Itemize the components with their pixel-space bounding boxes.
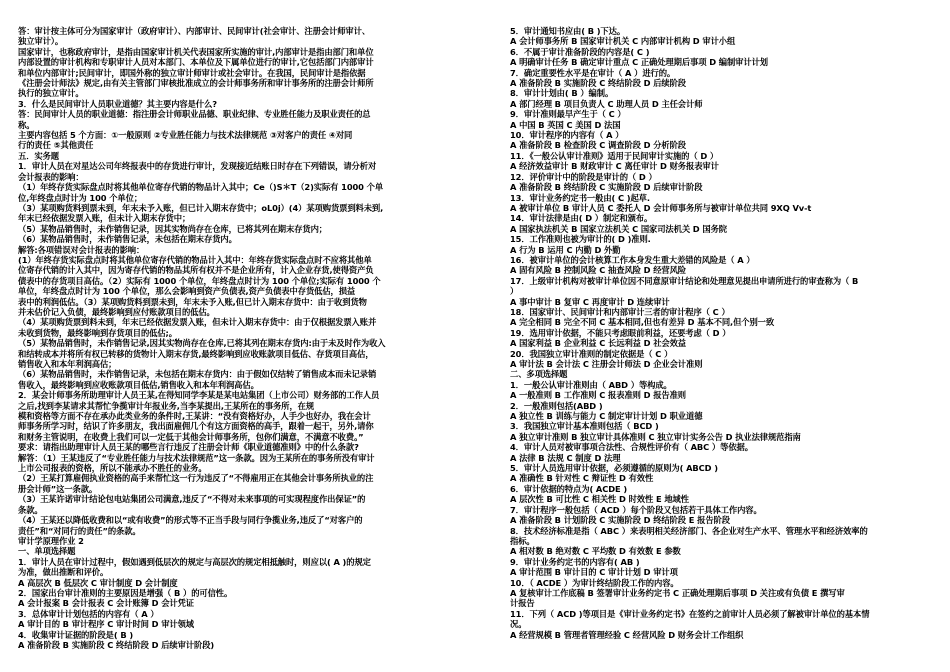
left-text-line: （4）某项购货票到料未到，年末已经依据发票入账，但未计入期末存货中：由于仅根据发票入账并 bbox=[18, 317, 377, 328]
right-text-line: 4．审计人员对被审事项合法性、合规性评价有（ ABC ）等依据。 bbox=[510, 442, 753, 453]
right-text-line: A 被审计单位 B 审计人员 C 委托人 D 会计师事务所与被审计单位共同 9XQ Vv-t bbox=[510, 202, 812, 213]
right-text-line: 15．工作准则也被为审计的( D )准则. bbox=[510, 234, 651, 245]
left-text-line: 2．某会计师事务所助理审计人员王某,在得知同学李某是某电站集团（上市公司）财务部的工作人员 bbox=[18, 390, 380, 401]
right-text-column bbox=[510, 26, 938, 640]
left-text-line: 审计学原理作业 2 bbox=[18, 535, 84, 546]
left-text-line: 模和资格等方面不存在承办此类业务的条件时,王某讲：“没有资格好办，人手少也好办，我在会计 bbox=[18, 411, 371, 422]
right-text-line: 6．不属于审计准备阶段的内容是( C ) bbox=[510, 46, 650, 57]
left-text-line: 之后,找到李某请求其帮忙争揽审计年报业务,当李某提出,王某所在的事务所，在规 bbox=[18, 400, 315, 411]
left-text-line: 独立审计）。 bbox=[18, 36, 64, 47]
left-text-line: 销售收入和本年利润高估； bbox=[18, 359, 117, 369]
left-text-line: （1）年终存货实际盘点时将其他单位寄存代销的物品计入其中；Ce（)S＊T（2)实际有 1000 个单 bbox=[18, 182, 384, 193]
left-text-line: 要求：请指出助理审计人员王某的哪些言行违反了注册会计师《职业道德准则》中的什么条款? bbox=[18, 442, 359, 453]
left-text-line: 答：审计按主体可分为国家审计（政府审计）、内部审计、民间审计(社会审计、注册会计师审计、 bbox=[18, 26, 371, 36]
right-text-line: 3．我国独立审计基本准则包括（ BCD ) bbox=[510, 421, 659, 432]
left-text-line: 单位，年终盘点时计为 100 个单位，那么会影响到资产负债表,资产负债表中存货低估，损益 bbox=[18, 286, 356, 297]
right-text-line: 况。 bbox=[510, 619, 527, 630]
left-text-line: 和结转成本并将所有权已转移的货物计入期末存货,最终影响到应收账款项目低估、存货项目高估， bbox=[18, 348, 374, 359]
right-text-line: A 部门经理 B 项目负责人 C 助理人员 D 主任会计师 bbox=[510, 98, 703, 109]
left-text-line: 并未估价记入负债，最终影响到应付账款项目的低估。 bbox=[18, 306, 215, 317]
left-text-line: 1．审计人员在对星达公司年终报表中的存货进行审计，发现接近结账日时存在下列错误，请分析对 bbox=[18, 161, 377, 172]
right-text-line: 5．审计通知书应由( B )下达。 bbox=[510, 26, 626, 36]
right-text-line: A 经济效益审计 B 财政审计 C 离任审计 D 财务报表审计 bbox=[510, 161, 719, 172]
left-text-column bbox=[18, 26, 470, 650]
left-text-line: 师事务所学习时，结识了许多朋友，我出面雇佣几个有这方面资格的高手，跟着一起干，另外,请你 bbox=[18, 421, 374, 432]
left-text-line: 未收到货物，最终影响到存货项目的低估;。 bbox=[18, 327, 177, 338]
right-text-line: A 复核审计工作底稿 B 签署审计业务约定书 C 正确处理期后事项 D 关注或有负债 E 撰写审 bbox=[510, 587, 845, 598]
right-text-line: 10．（ ACDE ）为审计终结阶段工作的内容。 bbox=[510, 577, 679, 588]
right-text-line: A 法律 B 法规 C 制度 D 法理 bbox=[510, 452, 621, 463]
right-text-line: A 准备阶段 B 实施阶段 C 终结阶段 D 后续阶段 bbox=[510, 78, 686, 89]
right-text-line: 6．审计依据的特点为( ACDE ) bbox=[510, 483, 628, 494]
right-text-line: 17．上级审计机构对被审计单位因不同意原审计结论和处理意见提出申请所进行的审查称为（ B bbox=[510, 275, 859, 286]
right-text-line: A 准备阶段 B 检查阶段 C 调查阶段 D 分析阶段 bbox=[510, 140, 686, 151]
left-text-line: 内部设置的审计机构和专职审计人员对本部门、本单位及下属单位进行的审计,它包括部门内部审计 bbox=[18, 57, 374, 68]
right-text-line: ） bbox=[510, 286, 519, 297]
left-text-line: （6）某物品销售时，未作销售记录，未包括在期末存货内。 bbox=[18, 234, 237, 245]
right-text-line: A 准备阶段 B 计划阶段 C 实施阶段 D 终结阶段 E 报告阶段 bbox=[510, 515, 730, 526]
left-text-line: 1．审计人员在审计过程中，假如遇到低层次的规定与高层次的规定相抵触时，则应以( A )的规定 bbox=[18, 556, 371, 567]
right-text-line: 7．审计程序一般包括（ ACD ）每个阶段又包括若干具体工作内容。 bbox=[510, 504, 762, 515]
left-text-line: 3．什么是民间审计人员职业道德？其主要内容是什么? bbox=[18, 98, 217, 109]
left-text-line: 位,年终盘点时计为 100 个单位； bbox=[18, 192, 143, 203]
left-text-line: A 高层次 B 低层次 C 审计制度 D 会计制度 bbox=[18, 577, 178, 588]
right-text-line: 2．一般准则包括(ABD ) bbox=[510, 400, 603, 411]
right-text-line: 18．国家审计、民间审计和内部审计三者的审计程序（ C ） bbox=[510, 306, 730, 317]
right-text-line: A 准备阶段 B 终结阶段 C 实施阶段 D 后续审计阶段 bbox=[510, 182, 703, 193]
right-text-line: 11．下列（ ACD )等项目是《审计业务约定书》在签约之前审计人员必须了解被审计单位的基本情 bbox=[510, 608, 870, 619]
left-text-line: 条款。 bbox=[18, 504, 43, 515]
left-text-line: 位寄存代销的计入其中，因为寄存代销的物品其所有权并不是企业所有，计入企业存货,使得资产负 bbox=[18, 265, 374, 276]
right-text-line: 11．《一般公认审计准则》适用于民间审计实施的（ D ） bbox=[510, 150, 719, 161]
left-text-line: 主要内容包括 5 个方面：①一般原则 ②专业胜任能力与技术法律规范 ③对客户的责任 ④对同 bbox=[18, 130, 353, 141]
left-text-line: （6）某物品销售时，未作销售记录，未包括在期末存货内：由于假如仅结转了销售成本而未记录销 bbox=[18, 369, 377, 380]
left-text-line: 册会计师”这一条款。 bbox=[18, 483, 98, 494]
left-text-line: （5）某物品销售时，未作销售记录，因其实物尚存在仓库，已将其列在期末存货内； bbox=[18, 223, 327, 234]
right-text-line: A 完全相同 B 完全不同 C 基本相同,但也有差异 D 基本不同,但个别一致 bbox=[510, 317, 775, 328]
right-text-line: A 独立审计准则 B 独立审计具体准则 C 独立审计实务公告 D 执业法律规范指南 bbox=[510, 431, 801, 442]
left-text-line: 债表中的存货项目高估。（2）实际有 1000 个单位，年终盘点时计为 100 个单位;实际有 1000 个 bbox=[18, 275, 381, 286]
right-text-line: 13．审计业务约定书一般由( C )起草. bbox=[510, 192, 650, 203]
left-text-line: A 审计目的 B 审计程序 C 审计时间 D 审计领域 bbox=[18, 619, 194, 630]
right-text-line: A 一般准则 B 工作准则 C 报表准则 D 报告准则 bbox=[510, 390, 686, 401]
right-text-line: A 国家执法机关 B 国家立法机关 C 国家司法机关 D 国务院 bbox=[510, 223, 727, 234]
left-text-line: 售收入，最终影响到应收账款项目低估,销售收入和本年利润高估。 bbox=[18, 379, 259, 390]
left-text-line: （5）某物品销售时，未作销售记录,因其实物尚存在仓库,已将其列在期末存货内:由于未及时作为收入 bbox=[18, 338, 386, 349]
right-text-line: A 层次性 B 可比性 C 相关性 D 时效性 E 地域性 bbox=[510, 494, 689, 505]
left-text-line: 上市公司报表的资格，所以不能承办不胜任的业务。 bbox=[18, 463, 207, 474]
left-text-line: 一、单项选择题 bbox=[18, 546, 76, 557]
left-text-line: (1）年终存货实际盘点时将其他单位寄存代销的物品计入其中：年终存货实际盘点时不应将其他单 bbox=[18, 254, 372, 265]
left-text-line: 会计报表的影响： bbox=[18, 171, 84, 182]
left-text-line: 称。 bbox=[18, 119, 35, 130]
left-text-line: 解答:各项错误对会计报表的影响： bbox=[18, 244, 145, 255]
right-text-line: A 事中审计 B 复审 C 再度审计 D 连续审计 bbox=[510, 296, 670, 307]
right-text-line: 8．审计计划由( B ）编制。 bbox=[510, 88, 614, 99]
left-text-line: （4）王某还以降低收费和以“或有收费”的形式等不正当手段与同行争揽业务,违反了“对客户的 bbox=[18, 515, 363, 526]
right-text-line: 20．我国独立审计准则的制定依据是（ C ） bbox=[510, 348, 673, 359]
left-text-line: 为准，做出推断和评价。 bbox=[18, 567, 109, 578]
right-text-line: A 固有风险 B 控制风险 C 抽查风险 D 经营风险 bbox=[510, 265, 686, 276]
left-text-line: 和财务主管说明，在收费上我们可以一定低于其他会计师事务所，包你们满意，不满意不收费。” bbox=[18, 431, 364, 442]
right-text-line: 12．评价审计中的阶段是审计的（ D ） bbox=[510, 171, 657, 182]
left-text-line: A 会计报案 B 会计报表 C 会计账簿 D 会计凭证 bbox=[18, 598, 194, 609]
right-text-line: 9．审计业务约定书的内容有( AB ) bbox=[510, 556, 640, 567]
right-text-line: A 明确审计任务 B 确定审计重点 C 正确处理期后事项 D 编制审计计划 bbox=[510, 57, 768, 68]
left-text-line: 解答：（1）王某违反了“专业胜任能力与技术法律规范”这一条款。因为王某所在的事务所没有审计 bbox=[18, 452, 375, 463]
left-text-line: 五．实务题 bbox=[18, 150, 59, 161]
right-text-line: 16．被审计单位的会计核算工作本身发生重大差错的风险是（ A ） bbox=[510, 254, 755, 265]
left-text-line: 3．总体审计计划包括的内容有（ A ） bbox=[18, 608, 159, 619]
left-text-line: 2．国家出台审计准则的主要原因是增强（ B ）的可信性。 bbox=[18, 587, 233, 598]
right-text-line: 19．选用审计依据，不能只考虑眼前利益，还要考虑（ D ） bbox=[510, 327, 731, 338]
left-text-line: 行的责任 ⑤其他责任 bbox=[18, 140, 94, 151]
right-text-line: 8．技术经济标准是指（ ABC ）来表明相关经济部门、各企业对生产水平、管理水平和经济效率的 bbox=[510, 525, 868, 536]
right-text-line: A 中国 B 英国 C 美国 D 法国 bbox=[510, 119, 621, 130]
left-text-line: 执行的独立审计。 bbox=[18, 88, 84, 99]
right-text-line: 5．审计人员选用审计依据，必须遵循的原则为( ABCD ) bbox=[510, 463, 718, 474]
left-text-line: 年末已经依据发票入账，但未计入期末存货中； bbox=[18, 213, 191, 224]
right-text-line: A 经营规模 B 管理者管理经验 C 经营风险 D 财务会计工作组织 bbox=[510, 629, 744, 640]
right-text-line: A 审计法 B 会计法 C 注册会计师法 D 企业会计准则 bbox=[510, 359, 703, 369]
right-text-line: 14．审计法律是由( D ）制定和颁布。 bbox=[510, 213, 653, 224]
right-text-line: 10．审计程序的内容有（ A ） bbox=[510, 130, 624, 141]
left-text-line: 答：民间审计人员的职业道德：指注册会计师职业品德、职业纪律、专业胜任能力及职业责任的总 bbox=[18, 109, 371, 120]
right-text-line: 9．审计准则最早产生于（ C ） bbox=[510, 109, 626, 120]
right-text-line: A 准确性 B 针对性 C 辩证性 D 有效性 bbox=[510, 473, 654, 484]
left-text-line: 和单位内部审计;民间审计，即国外称的独立审计师审计或社会审计。在我国，民间审计是指依据 bbox=[18, 67, 366, 78]
right-text-line: 1．一般公认审计准则由（ ABD ）等构成。 bbox=[510, 379, 672, 390]
left-text-line: 4．收集审计证据的阶段是( B ) bbox=[18, 629, 134, 640]
left-text-line: （3）某项购货料到票未到，年末未予入账，但已计入期末存货中；oL0j）(4）某项购货票到料未到, bbox=[18, 202, 384, 213]
left-text-line: 《注册会计师法》规定,由有关主管部门审核批准成立的会计师事务所和审计事务所的注册会计师所 bbox=[18, 78, 374, 89]
left-text-line: 国家审计，也称政府审计，是指由国家审计机关代表国家所实施的审计,内部审计是指由部门和单位 bbox=[18, 46, 374, 57]
right-text-line: A 相对数 B 绝对数 C 平均数 D 有效数 E 参数 bbox=[510, 546, 681, 557]
left-text-line: （2）王某打算雇佣执业资格的高手来帮忙这一行为违反了“不得雇用正在其他会计事务所执业的注 bbox=[18, 473, 374, 484]
right-text-line: A 会计师事务所 B 国家审计机关 C 内部审计机构 D 审计小组 bbox=[510, 36, 736, 47]
right-text-line: 7．确定重要性水平是在审计（ A ）进行的。 bbox=[510, 67, 676, 78]
right-text-line: A 独立性 B 训练与能力 C 制定审计计划 D 职业道德 bbox=[510, 411, 703, 422]
right-text-line: A 国家利益 B 企业利益 C 长远利益 D 社会效益 bbox=[510, 338, 686, 349]
right-text-line: A 审计范围 B 审计目的 C 审计计划 D 审计项 bbox=[510, 567, 678, 578]
left-text-line: A 准备阶段 B 实施阶段 C 终结阶段 D 后续审计阶段) bbox=[18, 639, 215, 650]
left-text-line: 责任”和“对同行的责任”的条款。 bbox=[18, 525, 141, 536]
right-text-line: 计报告 bbox=[510, 598, 535, 609]
left-text-line: 表中的利润低估。（3）某项购货料到票未到，年末未予入账,但已计入期末存货中：由于收到货物 bbox=[18, 296, 367, 307]
right-text-line: A 行为 B 运用 C 内勤 D 外勤 bbox=[510, 244, 621, 255]
right-text-line: 二、多项选择题 bbox=[510, 369, 568, 380]
right-text-line: 指标。 bbox=[510, 535, 535, 546]
left-text-line: （3）王某许诺审计结论包电站集团公司满意,违反了“不得对未来事项的可实现程度作出保证”的 bbox=[18, 494, 366, 505]
